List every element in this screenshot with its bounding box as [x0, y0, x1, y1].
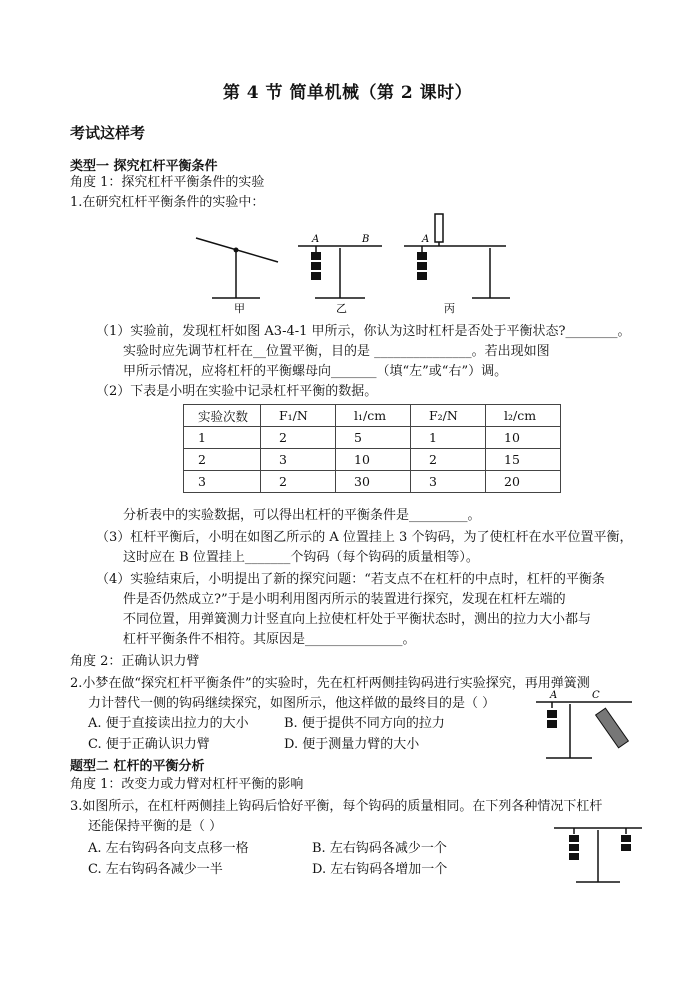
- q1-part4-line3: 不同位置，用弹簧测力计竖直向上拉使杠杆处于平衡状态时，测出的拉力大小都与: [123, 612, 592, 627]
- page-title: 第 4 节 简单机械（第 2 课时）: [222, 83, 473, 103]
- q1-part3-line1: （3）杠杆平衡后，小明在如图乙所示的 A 位置挂上 3 个钩码，为了使杠杆在水平位置平衡，: [96, 530, 633, 545]
- q2-option-d[interactable]: D. 便于测量力臂的大小: [284, 737, 420, 752]
- angle2-heading: 角度 2：正确认识力臂: [70, 654, 200, 669]
- q1-part1-line3: 甲所示情况，应将杠杆的平衡螺母向_______（填“左”或“右”）调。: [123, 364, 508, 379]
- lever-yi: [298, 246, 382, 298]
- experiment-table: [183, 404, 561, 493]
- table-header-cell: l₁/cm: [336, 405, 411, 427]
- table-row: [184, 449, 561, 471]
- q3-option-b[interactable]: B. 左右钩码各减少一个: [312, 841, 447, 856]
- table-header-cell: F₂/N: [411, 405, 486, 427]
- table-cell: 3: [261, 449, 336, 471]
- q1-part4-line2: 件是否仍然成立?”于是小明利用图丙所示的装置进行探究，发现在杠杆左端的: [123, 592, 566, 607]
- fig1-label-jia: 甲: [234, 302, 245, 315]
- q1-part2-conclusion: 分析表中的实验数据，可以得出杠杆的平衡条件是_________。: [123, 508, 481, 523]
- table-header-cell: 实验次数: [184, 405, 261, 427]
- fig1-label-a2: A: [422, 234, 430, 245]
- table-cell: 2: [261, 427, 336, 449]
- type1-heading: 类型一 探究杠杆平衡条件: [70, 159, 218, 174]
- lever-bing: [404, 214, 510, 298]
- q1-part1-line2: 实验时应先调节杠杆在__位置平衡，目的是 _______________。若出现如图: [123, 344, 550, 359]
- fig1-label-yi: 乙: [336, 302, 347, 315]
- table-cell: 30: [336, 471, 411, 493]
- q2-option-a[interactable]: A. 便于直接读出拉力的大小: [88, 716, 249, 731]
- q1-part4-line1: （4）实验结束后，小明提出了新的探究问题：“若支点不在杠杆的中点时，杠杆的平衡条: [96, 572, 605, 587]
- q3-option-c[interactable]: C. 左右钩码各减少一半: [88, 862, 223, 877]
- angle1-heading: 角度 1：探究杠杆平衡条件的实验: [70, 175, 265, 190]
- table-cell: 2: [411, 449, 486, 471]
- table-cell: 10: [336, 449, 411, 471]
- q2-option-c[interactable]: C. 便于正确认识力臂: [88, 737, 210, 752]
- fig1-label-bing: 丙: [444, 302, 455, 315]
- q2-line2: 力计替代一侧的钩码继续探究，如图所示，他这样做的最终目的是（ ）: [88, 696, 496, 711]
- type2-heading: 题型二 杠杆的平衡分析: [70, 759, 205, 774]
- q3-option-a[interactable]: A. 左右钩码各向支点移一格: [88, 841, 249, 856]
- table-cell: 1: [184, 427, 261, 449]
- q3-option-d[interactable]: D. 左右钩码各增加一个: [312, 862, 448, 877]
- fig2-label-a: A: [550, 690, 558, 701]
- angle3-heading: 角度 1：改变力或力臂对杠杆平衡的影响: [70, 777, 304, 792]
- q1-part2: （2）下表是小明在实验中记录杠杆平衡的数据。: [96, 384, 378, 399]
- table-cell: 3: [411, 471, 486, 493]
- lever-jia: [196, 238, 278, 298]
- table-row: [184, 471, 561, 493]
- table-header-cell: l₂/cm: [486, 405, 561, 427]
- table-cell: 10: [486, 427, 561, 449]
- table-cell: 5: [336, 427, 411, 449]
- fig2-label-c: C: [592, 690, 600, 701]
- table-cell: 15: [486, 449, 561, 471]
- table-cell: 1: [411, 427, 486, 449]
- table-cell: 2: [184, 449, 261, 471]
- q1-stem: 1.在研究杠杆平衡条件的实验中：: [70, 195, 265, 210]
- q3-line1: 3.如图所示，在杠杆两侧挂上钩码后恰好平衡，每个钩码的质量相同。在下列各种情况下杠杆: [70, 799, 603, 814]
- table-cell: 20: [486, 471, 561, 493]
- lever-figure-2: [532, 688, 662, 766]
- q1-part1-line1: （1）实验前，发现杠杆如图 A3-4-1 甲所示，你认为这时杠杆是否处于平衡状态?________。: [96, 324, 631, 339]
- table-cell: 3: [184, 471, 261, 493]
- q2-option-b[interactable]: B. 便于提供不同方向的拉力: [284, 716, 445, 731]
- q1-part3-line2: 这时应在 B 位置挂上_______个钩码（每个钩码的质量相等）。: [123, 550, 479, 565]
- q1-part4-line4: 杠杆平衡条件不相符。其原因是_______________。: [123, 632, 416, 647]
- lever-figure-3: [548, 818, 648, 888]
- section-heading: 考试这样考: [70, 124, 146, 142]
- table-cell: 2: [261, 471, 336, 493]
- table-header-cell: F₁/N: [261, 405, 336, 427]
- q2-line1: 2.小梦在做“探究杠杆平衡条件”的实验时，先在杠杆两侧挂钩码进行实验探究，再用弹簧测: [70, 676, 590, 691]
- q3-line2: 还能保持平衡的是（ ）: [88, 819, 223, 834]
- fig1-label-a: A: [312, 234, 320, 245]
- table-header-row: [184, 405, 561, 427]
- lever-figure-1: [190, 212, 520, 317]
- fig1-label-b: B: [362, 234, 370, 245]
- table-row: [184, 427, 561, 449]
